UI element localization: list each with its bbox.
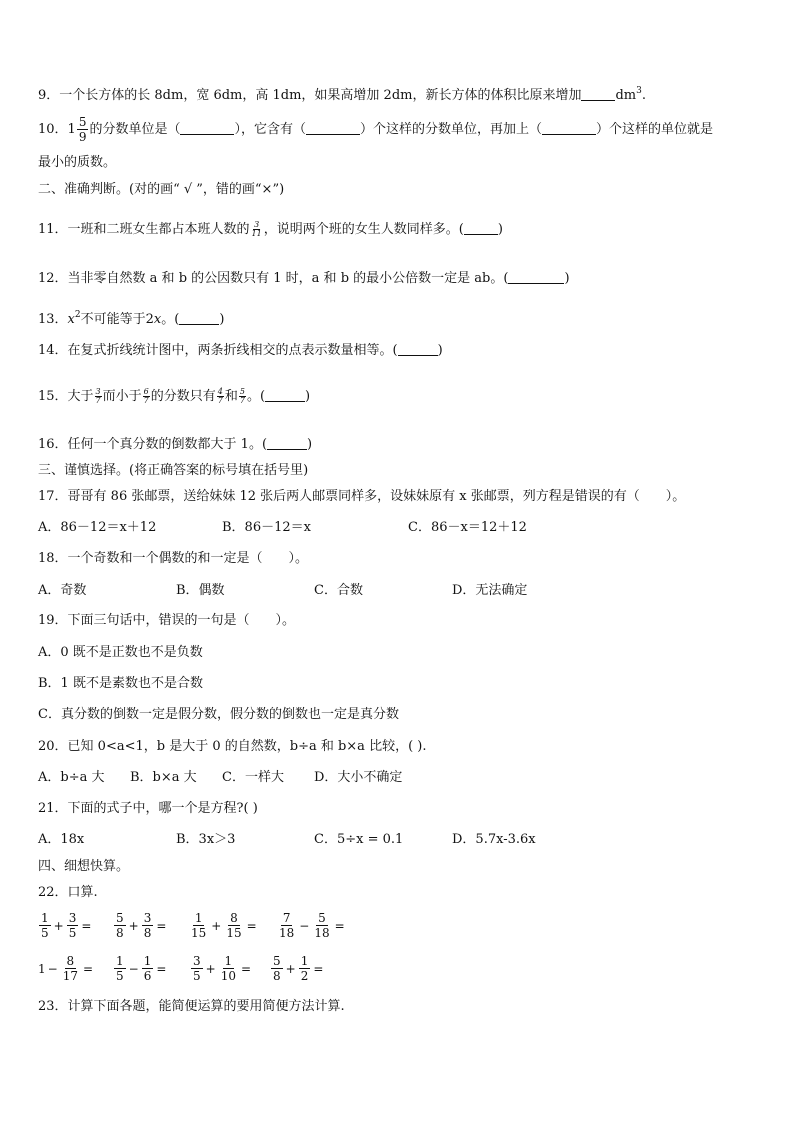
question-14: 14．在复式折线统计图中，两条折线相交的点表示数量相等。( ) [38,343,443,358]
question-18-stem: 18．一个奇数和一个偶数的和一定是（ ）。 [38,551,309,566]
option-20-a[interactable]: A．b÷a 大 [38,770,105,785]
calc-item: $\frac{1}{5}$ + $\frac{3}{5}$ = [41,911,92,940]
question-13: 13．$x^2$不可能等于2x。( ) [38,310,225,327]
question-9: 9．一个长方体的长 8dm，宽 6dm，高 1dm，如果高增加 2dm，新长方体的体积比原来增加 $dm^3$. [38,86,647,103]
answer-blank[interactable] [464,222,498,235]
question-23: 23．计算下面各题，能简便运算的要用简便方法计算. [38,999,345,1014]
question-12: 12．当非零自然数 a 和 b 的公因数只有 1 时，a 和 b 的最小公倍数一定是 ab。( ) [38,271,570,286]
calc-item: $\frac{1}{5}$ − $\frac{1}{6}$ = [116,954,167,983]
option-21-b[interactable]: B．3x＞3 [176,832,236,847]
option-21-c[interactable]: C．5÷x = 0.1 [314,832,404,847]
option-20-b[interactable]: B．b×a 大 [130,770,197,785]
option-18-a[interactable]: A．奇数 [38,583,87,598]
option-18-d[interactable]: D．无法确定 [452,583,528,598]
mixed-fraction: $\frac{5}{9}$ [78,115,87,144]
question-19-stem: 19．下面三句话中，错误的一句是（ ）。 [38,613,296,628]
option-17-b[interactable]: B．86－12＝x [222,520,311,535]
option-19-b[interactable]: B．1 既不是素数也不是合数 [38,676,203,691]
calc-item: $\frac{5}{8}$ + $\frac{1}{2}$ = [273,954,324,983]
calc-item: 1 − $\frac{8}{17}$ = [38,954,94,983]
question-21-stem: 21．下面的式子中，哪一个是方程?( ) [38,801,258,816]
section-4-heading: 四、细想快算。 [38,859,130,874]
option-20-c[interactable]: C．一样大 [222,770,284,785]
question-10: 10．1 $\frac{5}{9}$ 的分数单位是（ ），它含有（ ）个这样的分数单位，再加上（ ）个这样的单位就是 [38,115,714,144]
answer-blank[interactable] [180,122,234,135]
answer-blank[interactable] [265,389,305,402]
calc-item: $\frac{5}{8}$ + $\frac{3}{8}$ = [116,911,167,940]
option-21-a[interactable]: A．18x [38,832,85,847]
answer-blank[interactable] [179,312,219,325]
option-17-c[interactable]: C．86－x＝12＋12 [408,520,527,535]
answer-blank[interactable] [306,122,360,135]
answer-blank[interactable] [581,88,615,101]
section-3-heading: 三、谨慎选择。(将正确答案的标号填在括号里) [38,463,309,478]
option-19-c[interactable]: C．真分数的倒数一定是假分数，假分数的倒数也一定是真分数 [38,707,399,722]
calc-item: $\frac{7}{18}$ − $\frac{5}{18}$ = [279,911,345,940]
answer-blank[interactable] [508,271,564,284]
question-15: 15．大于 $\frac{3}{7}$ 而小于 $\frac{6}{7}$ 的分数只有 $\frac{4}{7}$ 和 $\frac{5}{7}$ 。( ) [38,387,311,405]
section-2-heading: 二、准确判断。(对的画“ √ ”，错的画“×”) [38,182,285,197]
question-20-stem: 20．已知 0<a<1，b 是大于 0 的自然数，b÷a 和 b×a 比较，( ). [38,739,427,754]
question-16: 16．任何一个真分数的倒数都大于 1。( ) [38,437,313,452]
option-20-d[interactable]: D．大小不确定 [314,770,403,785]
question-11: 11．一班和二班女生都占本班人数的 $\frac{3}{11}$ ，说明两个班的女生人数同样多。( ) [38,220,503,238]
option-19-a[interactable]: A．0 既不是正数也不是负数 [38,645,203,660]
calc-item: $\frac{3}{5}$ + $\frac{1}{10}$ = [193,954,252,983]
question-10-cont: 最小的质数。 [38,155,117,170]
answer-blank[interactable] [267,437,307,450]
calc-item: $\frac{1}{15}$ + $\frac{8}{15}$ = [191,911,257,940]
question-22-title: 22．口算. [38,885,98,900]
option-18-c[interactable]: C．合数 [314,583,363,598]
option-17-a[interactable]: A．86－12＝x＋12 [38,520,157,535]
question-17-stem: 17．哥哥有 86 张邮票，送给妹妹 12 张后两人邮票同样多，设妹妹原有 x 张邮票，列方程是错误的有（ ）。 [38,489,686,504]
option-18-b[interactable]: B．偶数 [176,583,225,598]
option-21-d[interactable]: D．5.7x-3.6x [452,832,536,847]
answer-blank[interactable] [398,343,438,356]
answer-blank[interactable] [542,122,596,135]
